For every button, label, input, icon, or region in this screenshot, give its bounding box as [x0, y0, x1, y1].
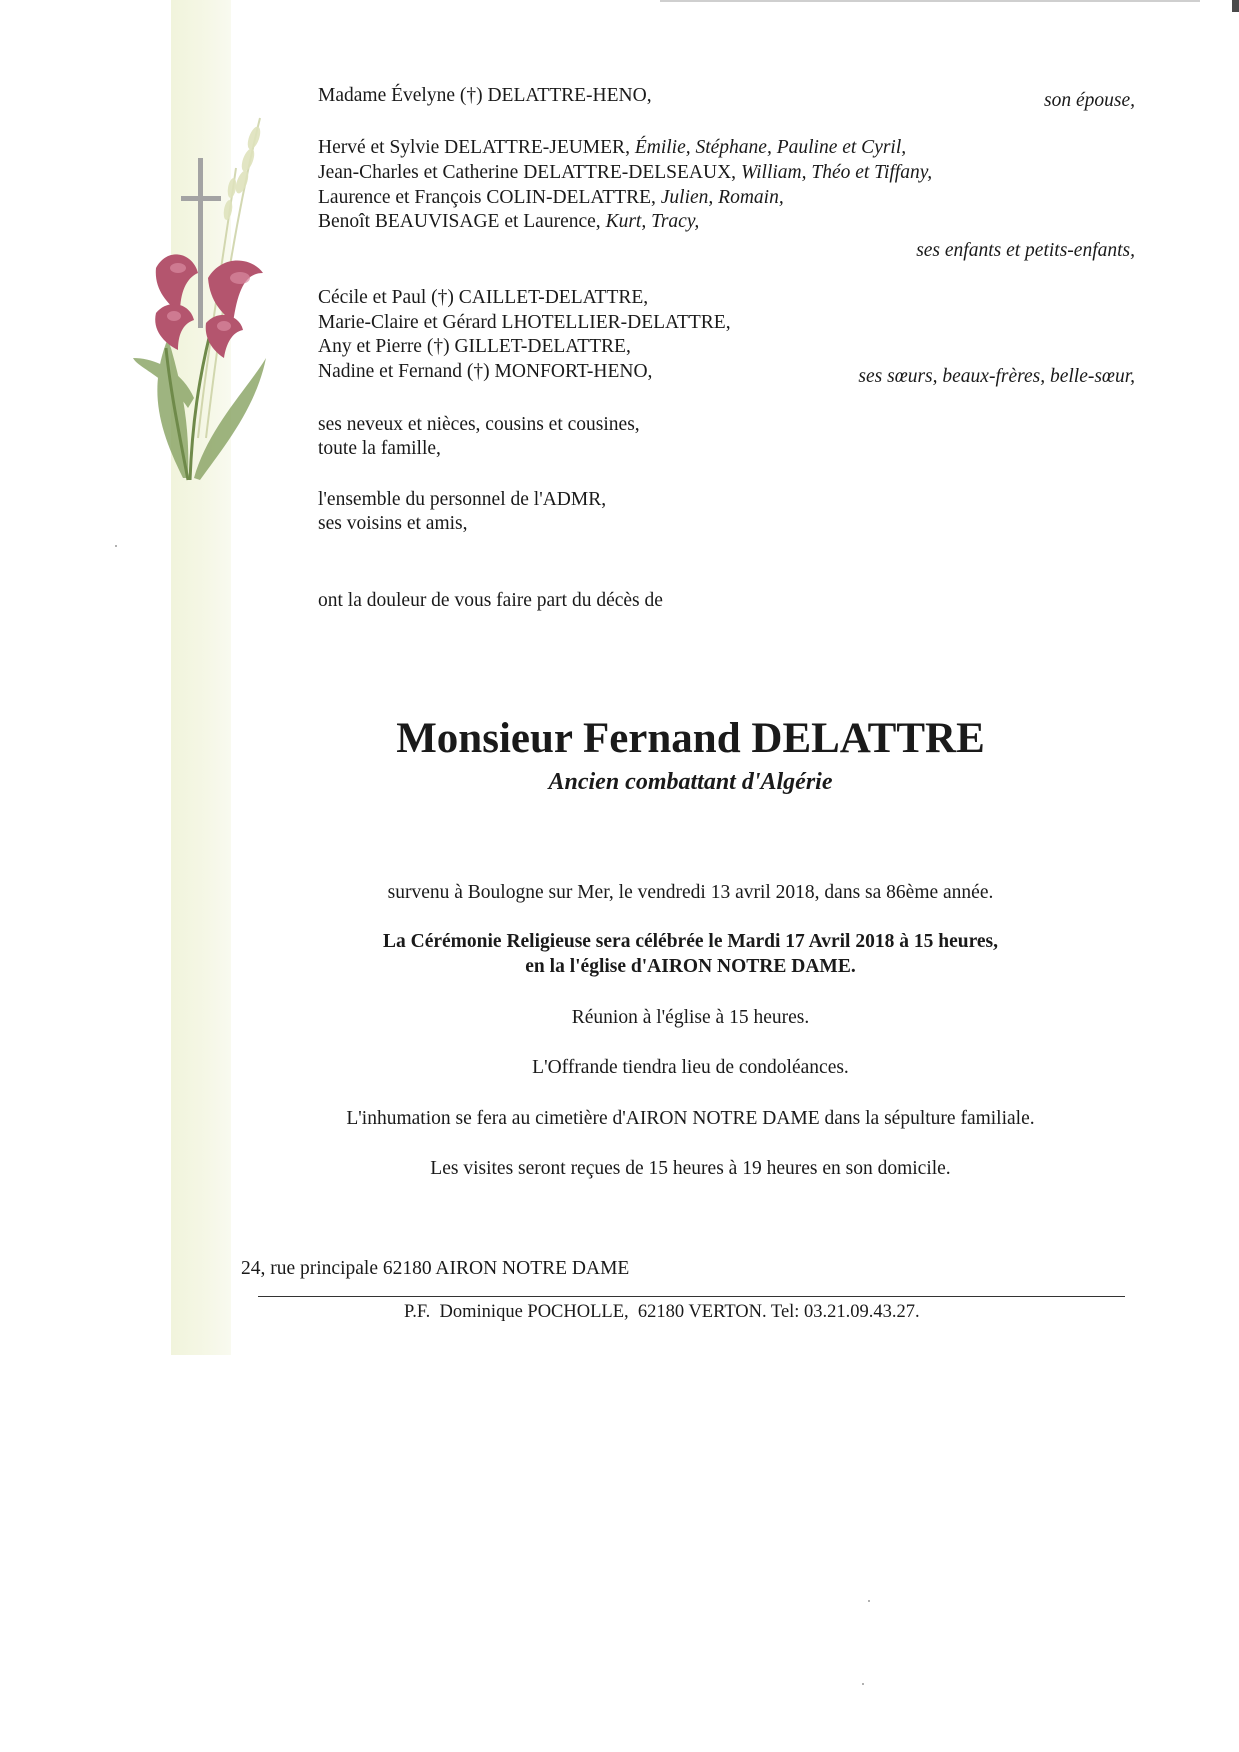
- home-address: 24, rue principale 62180 AIRON NOTRE DAME: [241, 1258, 630, 1279]
- spouse-name: Madame Évelyne (†) DELATTRE-HENO,: [318, 85, 652, 106]
- siblings-relation: ses sœurs, beaux-frères, belle-sœur,: [858, 366, 1135, 387]
- child-line-4: [318, 210, 699, 234]
- sibling-line: Cécile et Paul (†) CAILLET-DELATTRE,: [318, 287, 649, 308]
- offering-details: L'Offrande tiendra lieu de condoléances.: [532, 1057, 849, 1078]
- burial-details: L'inhumation se fera au cimetière d'AIRON NOTRE DAME dans la sépulture familiale.: [346, 1108, 1035, 1129]
- meeting-details: Réunion à l'église à 15 heures.: [571, 1007, 810, 1028]
- ceremony-line-1: La Cérémonie Religieuse sera célébrée le Mardi 17 Avril 2018 à 15 heures,: [382, 931, 998, 952]
- scan-corner-mark: [1232, 0, 1239, 12]
- grandchildren: Kurt, Tracy,: [605, 211, 700, 232]
- children-relation: ses enfants et petits-enfants,: [916, 240, 1135, 261]
- child-name: Laurence et François COLIN-DELATTRE,: [318, 187, 656, 208]
- scan-speck: [115, 545, 117, 547]
- scan-speck: [868, 1600, 870, 1602]
- child-name: Hervé et Sylvie DELATTRE-JEUMER,: [318, 137, 630, 158]
- extended-family-line: toute la famille,: [318, 438, 441, 459]
- footer-divider: [258, 1296, 1125, 1297]
- sibling-line: Any et Pierre (†) GILLET-DELATTRE,: [318, 336, 631, 357]
- visits-details: Les visites seront reçues de 15 heures à 19 heures en son domicile.: [430, 1158, 951, 1179]
- extended-family-line: ses neveux et nièces, cousins et cousines,: [318, 414, 640, 435]
- grandchildren: Julien, Romain,: [660, 187, 784, 208]
- funeral-home-info: P.F. Dominique POCHOLLE, 62180 VERTON. Tel: 03.21.09.43.27.: [404, 1302, 920, 1322]
- ceremony-line-2: en la l'église d'AIRON NOTRE DAME.: [525, 956, 856, 977]
- sibling-line: Nadine et Fernand (†) MONFORT-HENO,: [318, 361, 653, 382]
- child-name: Jean-Charles et Catherine DELATTRE-DELSEAUX,: [318, 162, 737, 183]
- child-line-1: [318, 136, 906, 160]
- grandchildren: Émilie, Stéphane, Pauline et Cyril,: [634, 137, 907, 158]
- friends-line: l'ensemble du personnel de l'ADMR,: [318, 489, 607, 510]
- scan-edge-line: [660, 0, 1200, 2]
- announcement-text: ont la douleur de vous faire part du décès de: [318, 590, 663, 611]
- scan-speck: [862, 1683, 864, 1685]
- sibling-line: Marie-Claire et Gérard LHOTELLIER-DELATTRE,: [318, 312, 731, 333]
- death-details: survenu à Boulogne sur Mer, le vendredi 13 avril 2018, dans sa 86ème année.: [387, 882, 994, 903]
- child-line-2: [318, 161, 932, 185]
- friends-line: ses voisins et amis,: [318, 513, 468, 534]
- child-name: Benoît BEAUVISAGE et Laurence,: [318, 211, 601, 232]
- cross-and-calla-lily-icon: [128, 108, 278, 488]
- grandchildren: William, Théo et Tiffany,: [740, 162, 933, 183]
- spouse-relation: son épouse,: [1044, 90, 1135, 111]
- deceased-name: Monsieur Fernand DELATTRE: [396, 715, 985, 762]
- deceased-title: Ancien combattant d'Algérie: [548, 769, 833, 795]
- child-line-3: [318, 186, 784, 210]
